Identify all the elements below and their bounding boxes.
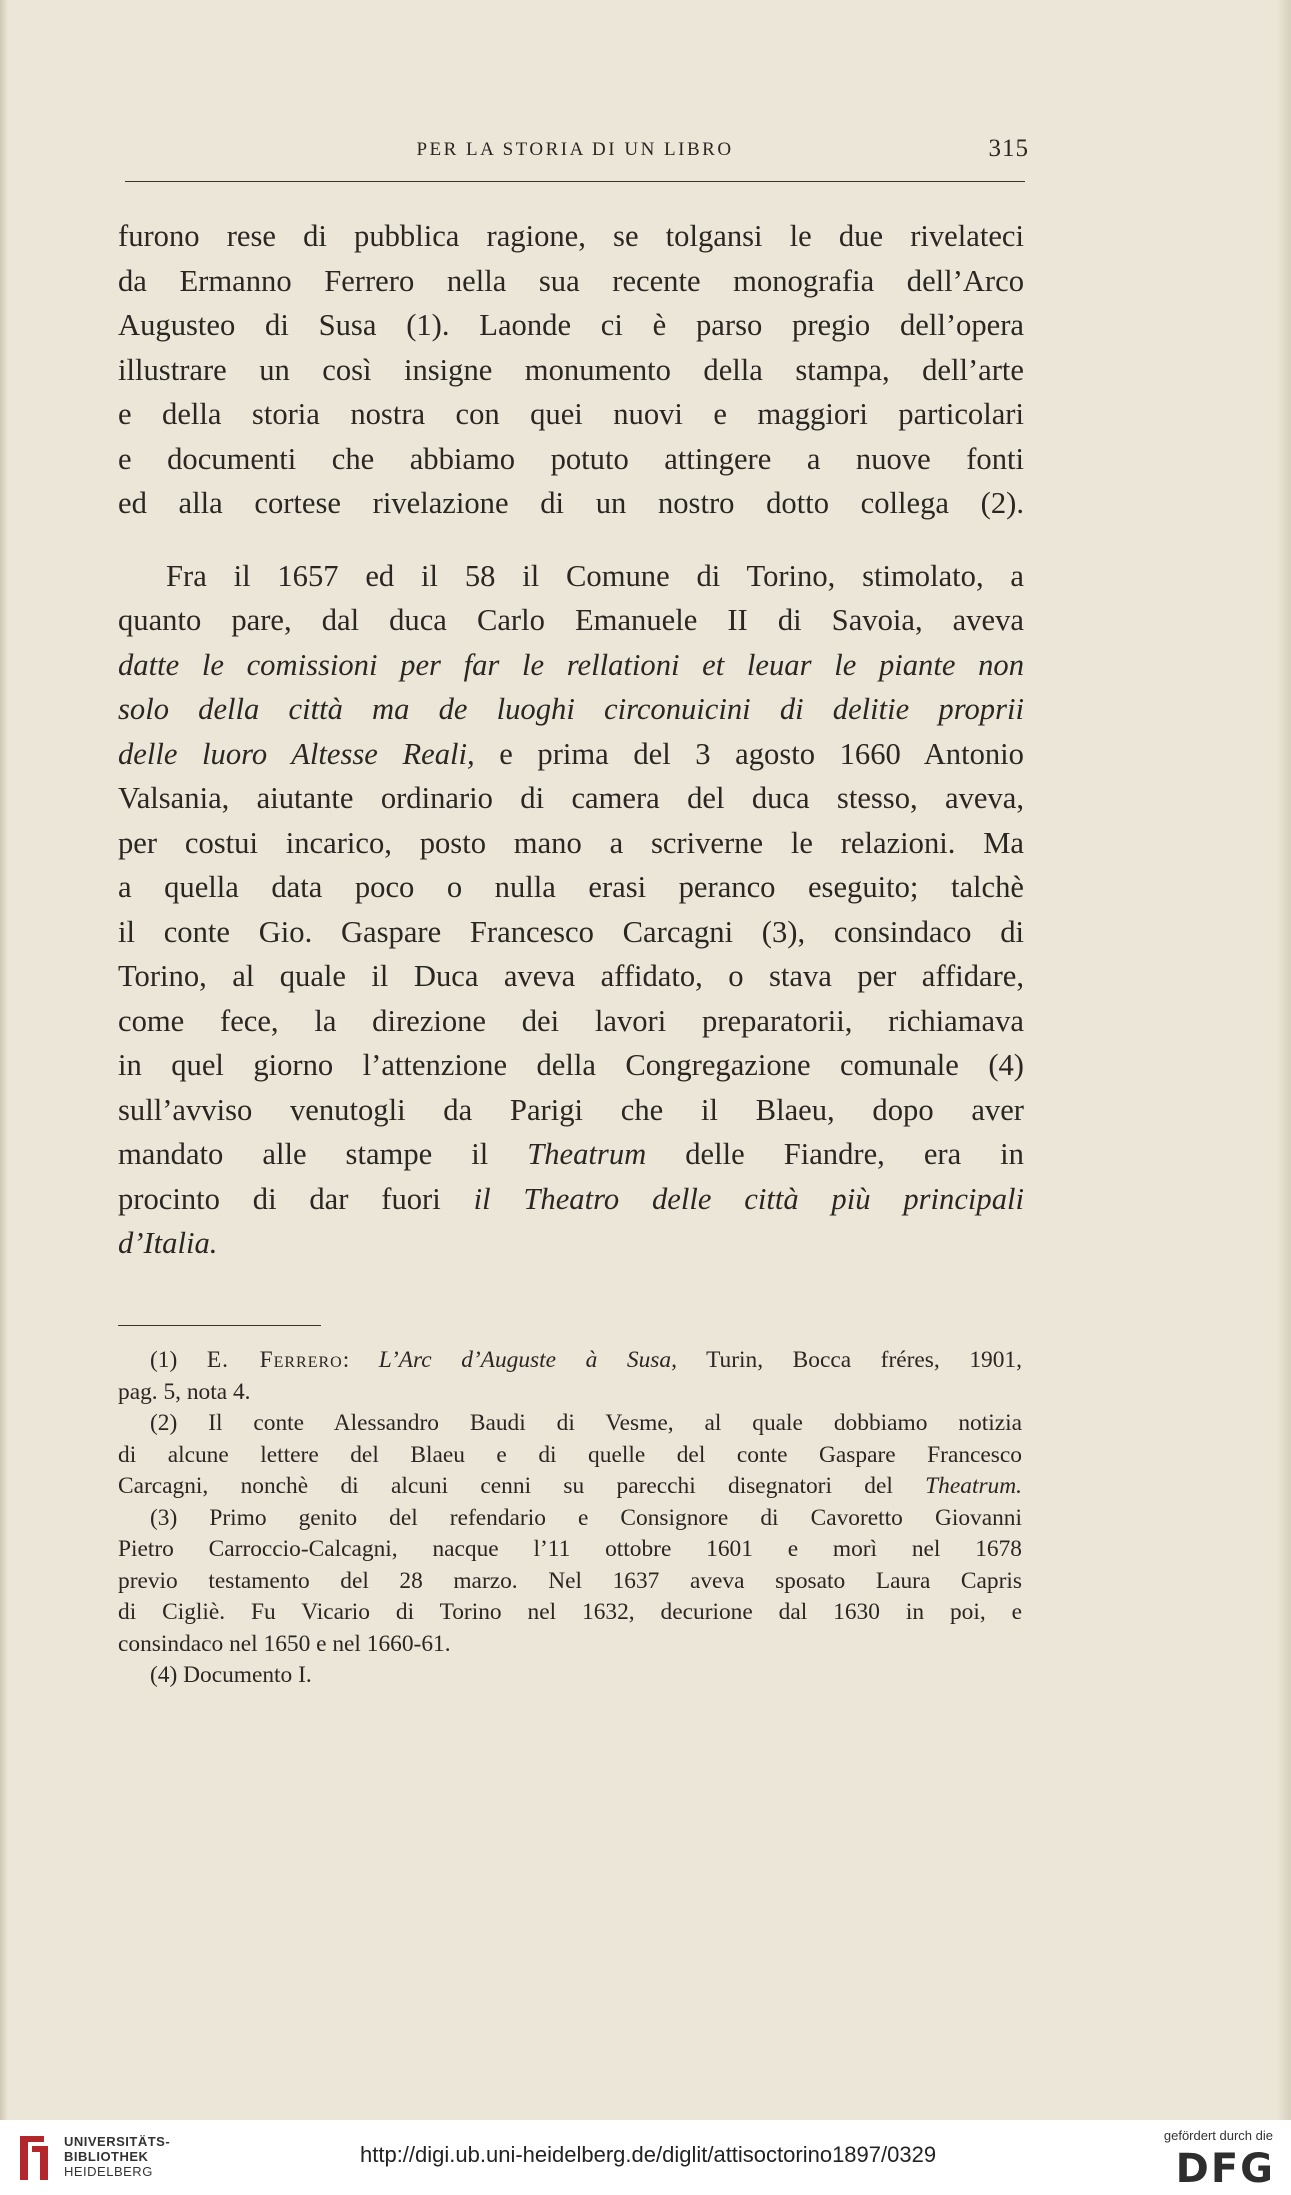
page-number: 315 (988, 135, 1029, 162)
library-name-line: UNIVERSITÄTS- (64, 2134, 171, 2149)
text-line: Torino, al quale il Duca aveva affidato, o stava per affidare, (118, 959, 1024, 993)
page-edge-left (0, 0, 8, 2120)
footnote-line: consindaco nel 1650 e nel 1660-61. (118, 1630, 451, 1657)
footnote-line: (3) Primo genito del refendario e Consignore di Cavoretto Giovanni (150, 1504, 1022, 1531)
permalink-url[interactable]: http://digi.ub.uni-heidelberg.de/diglit/attisoctorino1897/0329 (360, 2142, 937, 2167)
text-line: Augusteo di Susa (1). Laonde ci è parso pregio dell’opera (118, 308, 1024, 342)
footnote-line: Pietro Carroccio-Calcagni, nacque l’11 ottobre 1601 e morì nel 1678 (118, 1536, 1022, 1562)
footnote-line: (1) E. Ferrero: L’Arc d’Auguste à Susa, Turin, Bocca fréres, 1901, (150, 1347, 1022, 1373)
text-line: furono rese di pubblica ragione, se tolgansi le due rivelateci (118, 219, 1024, 253)
footnote-text: Carcagni, nonchè di alcuni cenni su parecchi disegnatori del (118, 1473, 893, 1499)
text-line: come fece, la direzione dei lavori preparatorii, richiamava (118, 1003, 1024, 1038)
text-line: Fra il 1657 ed il 58 il Comune di Torino, stimolato, a (166, 558, 1024, 593)
text-line: sull’avviso venutogli da Parigi che il Blaeu, dopo aver (118, 1092, 1024, 1127)
library-name-line: HEIDELBERG (64, 2164, 153, 2179)
footnote-marker: (1) (150, 1347, 178, 1373)
header-rule (125, 181, 1025, 182)
text-line: in quel giorno l’attenzione della Congregazione comunale (4) (118, 1048, 1024, 1082)
footnote-4 (118, 1660, 1022, 1692)
text-run: e prima del 3 agosto 1660 Antonio (499, 736, 1024, 771)
text-line (118, 1132, 1024, 1177)
text-run: mandato alle stampe il (118, 1137, 489, 1171)
text-line-italic: solo della città ma de luoghi circonuicini di delitie proprii (118, 692, 1024, 726)
footnotes (118, 1345, 1022, 1692)
library-logo-icon (14, 2132, 54, 2184)
footnote-line: previo testamento del 28 marzo. Nel 1637 aveva sposato Laura Capris (118, 1567, 1022, 1594)
footnote-title: L’Arc d’Auguste à Susa, (378, 1347, 677, 1373)
text-line-italic: datte le comissioni per far le rellationi et leuar le piante non (118, 647, 1024, 682)
footnote-line (118, 1471, 1022, 1503)
text-line: quanto pare, dal duca Carlo Emanuele II di Savoia, aveva (118, 603, 1024, 637)
footnote-line: pag. 5, nota 4. (118, 1378, 251, 1405)
sponsor-label: gefördert durch die (1163, 2128, 1273, 2143)
italic-quote: delle luoro Altesse Reali, (118, 736, 475, 771)
text-line: a quella data poco o nulla erasi peranco eseguito; talchè (118, 870, 1024, 904)
text-line: per costui incarico, posto mano a scriverne le relazioni. Ma (118, 825, 1024, 860)
text-line: il conte Gio. Gaspare Francesco Carcagni (3), consindaco di (118, 914, 1024, 949)
text-run: delle Fiandre, era in (685, 1137, 1024, 1171)
footnote-rule (118, 1325, 321, 1326)
italic-title: il Theatro delle città più principali (473, 1181, 1025, 1216)
text-line: e documenti che abbiamo potuto attingere a nuove fonti (118, 441, 1024, 476)
text-line: illustrare un così insigne monumento della stampa, dell’arte (118, 352, 1024, 387)
viewer-footer (0, 2120, 1291, 2195)
running-title: PER LA STORIA DI UN LIBRO (416, 139, 734, 160)
text-run: procinto di dar fuori (118, 1181, 441, 1216)
text-line: ed alla cortese rivelazione di un nostro dotto collega (2). (118, 486, 1024, 520)
footnote-line: (4) Documento I. (150, 1662, 312, 1688)
running-head (125, 135, 1029, 175)
library-name-line: BIBLIOTHEK (64, 2149, 149, 2164)
footnote-italic: Theatrum. (925, 1473, 1022, 1499)
library-name (64, 2134, 170, 2179)
paragraph-1 (118, 214, 1024, 526)
text-line (118, 1177, 1024, 1222)
italic-title: Theatrum (527, 1137, 647, 1171)
footnote-line: di alcune lettere del Blaeu e di quelle del conte Gaspare Francesco (118, 1441, 1022, 1468)
page-edge-right (1277, 0, 1291, 2120)
body-text (118, 214, 1024, 1266)
text-line: da Ermanno Ferrero nella sua recente monografia dell’Arco (118, 263, 1024, 298)
footnote-line: di Cigliè. Fu Vicario di Torino nel 1632, decurione dal 1630 in poi, e (118, 1599, 1022, 1625)
dfg-logo: DFG (1175, 2146, 1275, 2192)
footnote-1 (118, 1345, 1022, 1408)
footnote-author: E. Ferrero (206, 1347, 343, 1373)
footnote-3 (118, 1503, 1022, 1661)
text-line: e della storia nostra con quei nuovi e maggiori particolari (118, 397, 1024, 431)
footnote-line: (2) Il conte Alessandro Baudi di Vesme, al quale dobbiamo notizia (150, 1410, 1022, 1436)
text-line-italic: d’Italia. (118, 1226, 218, 1260)
text-line: Valsania, aiutante ordinario di camera del duca stesso, aveva, (118, 781, 1024, 815)
text-line (118, 732, 1024, 777)
footnote-2 (118, 1408, 1022, 1503)
paragraph-2 (118, 554, 1024, 1266)
footnote-text: Turin, Bocca fréres, 1901, (706, 1347, 1022, 1373)
